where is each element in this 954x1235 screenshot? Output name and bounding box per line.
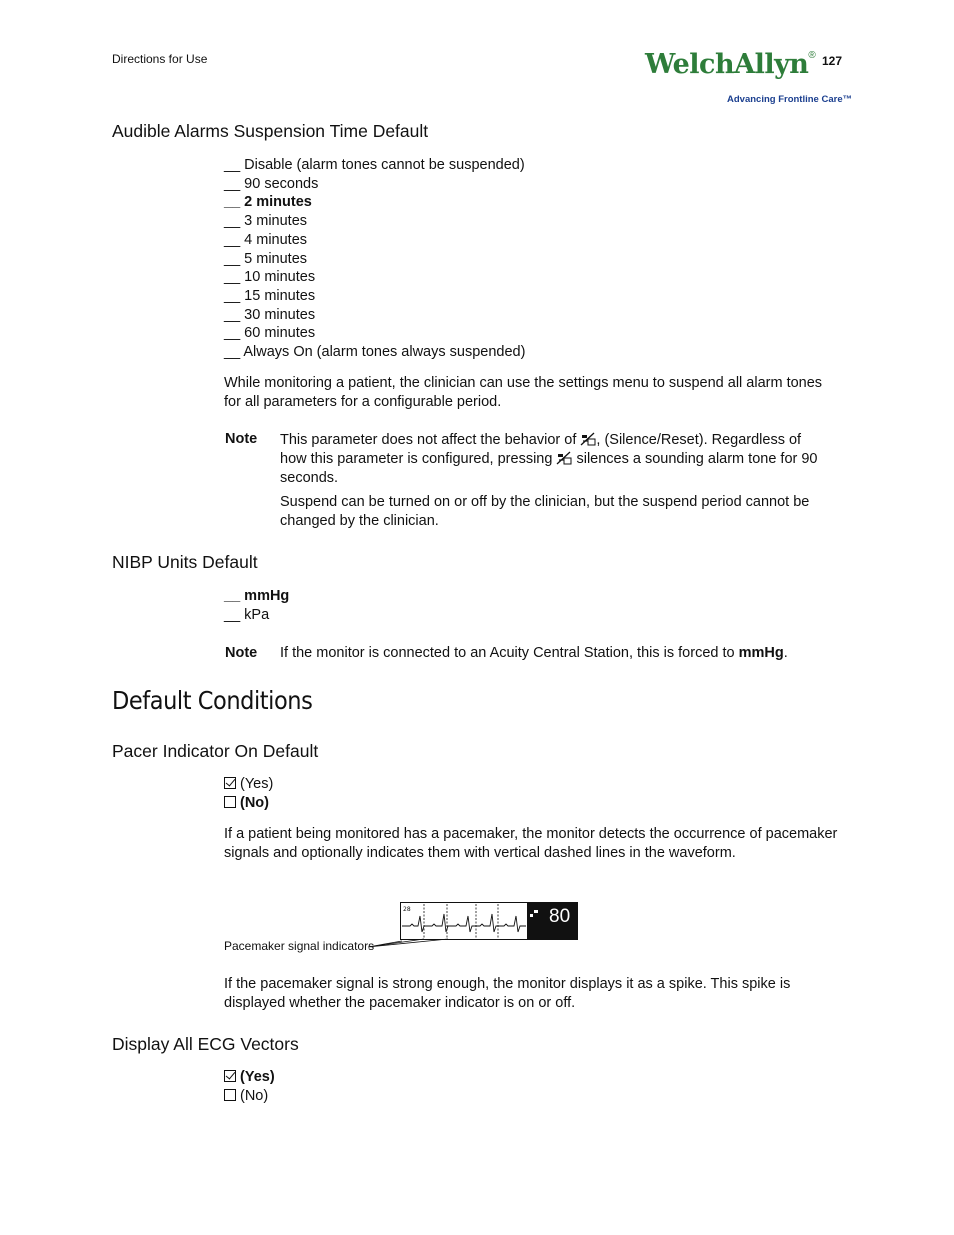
audible-options-list (224, 156, 525, 362)
option-yes: (Yes) (224, 775, 273, 794)
default-conditions-heading: Default Conditions (112, 686, 313, 715)
note-label: Note (225, 645, 258, 661)
checkbox-checked-icon (224, 1070, 236, 1082)
checkbox-empty-icon (224, 796, 236, 808)
option-item: __ 90 seconds (224, 175, 319, 192)
ecg-vectors-heading: Display All ECG Vectors (112, 1034, 299, 1054)
option-item: __ 30 minutes (224, 306, 316, 323)
option-no: (No) (224, 1087, 275, 1106)
pacer-indicator-heading: Pacer Indicator On Default (112, 741, 319, 761)
audible-alarms-heading: Audible Alarms Suspension Time Default (112, 121, 429, 141)
option-item: __ Disable (alarm tones cannot be suspended) (224, 157, 525, 173)
nibp-note: If the monitor is connected to an Acuity Central Station, this is forced to mmHg. (280, 645, 788, 661)
page-number: 127 (822, 54, 843, 68)
figure-caption: Pacemaker signal indicators (224, 939, 375, 953)
option-item: __ Always On (alarm tones always suspended) (224, 344, 526, 361)
pacer-options-list (224, 775, 273, 812)
ecg-vectors-options-list (224, 1068, 275, 1105)
pacer-pointer-lines (366, 925, 456, 953)
option-item: __ 15 minutes (224, 287, 316, 304)
logo-wordmark: WelchAllyn (645, 49, 809, 80)
logo-registered-mark: ® (808, 50, 816, 61)
audible-paragraph: While monitoring a patient, the clinician can use the settings menu to suspend all alarm tones for all parameters for a configurable period. (224, 375, 823, 410)
nibp-units-heading: NIBP Units Default (112, 552, 258, 572)
option-item: __ kPa (224, 606, 270, 623)
pacer-paragraph-second: If the pacemaker signal is strong enough, the monitor displays it as a spike. This spike is displayed whether the pacemaker indicator is on or off. (224, 976, 791, 1011)
option-item-default: __ 2 minutes (224, 194, 312, 211)
option-yes-default: (Yes) (224, 1068, 275, 1087)
welch-allyn-logo (645, 50, 816, 80)
option-item: __ 3 minutes (224, 213, 308, 230)
checkbox-empty-icon (224, 1089, 236, 1101)
silence-reset-icon (580, 432, 596, 446)
option-item: __ 10 minutes (224, 269, 316, 286)
audible-note: This parameter does not affect the behavior of , (Silence/Reset). Regardless of how this parameter is configured, pressing silences a sounding alarm tone for 90 seconds. (280, 432, 818, 486)
pacer-paragraph: If a patient being monitored has a pacemaker, the monitor detects the occurrence of pacemaker signals and optionally indicates them with vertical dashed lines in the waveform. (224, 826, 838, 861)
checkbox-checked-icon (224, 777, 236, 789)
option-item: __ 4 minutes (224, 231, 308, 248)
nibp-options-list (224, 587, 289, 624)
running-header: Directions for Use (112, 52, 208, 66)
heart-rate-readout: 80 (549, 906, 571, 927)
audible-note-second: Suspend can be turned on or off by the clinician, but the suspend period cannot be changed by the clinician. (280, 494, 810, 529)
option-no-default: (No) (224, 794, 273, 813)
ecg-lead-number: 28 (403, 906, 411, 913)
silence-reset-icon (556, 451, 572, 465)
option-item: __ 60 minutes (224, 325, 316, 342)
logo-tagline: Advancing Frontline Care™ (727, 94, 853, 105)
note-label: Note (225, 431, 258, 447)
option-item-default: __ mmHg (224, 588, 290, 604)
option-item: __ 5 minutes (224, 250, 308, 267)
